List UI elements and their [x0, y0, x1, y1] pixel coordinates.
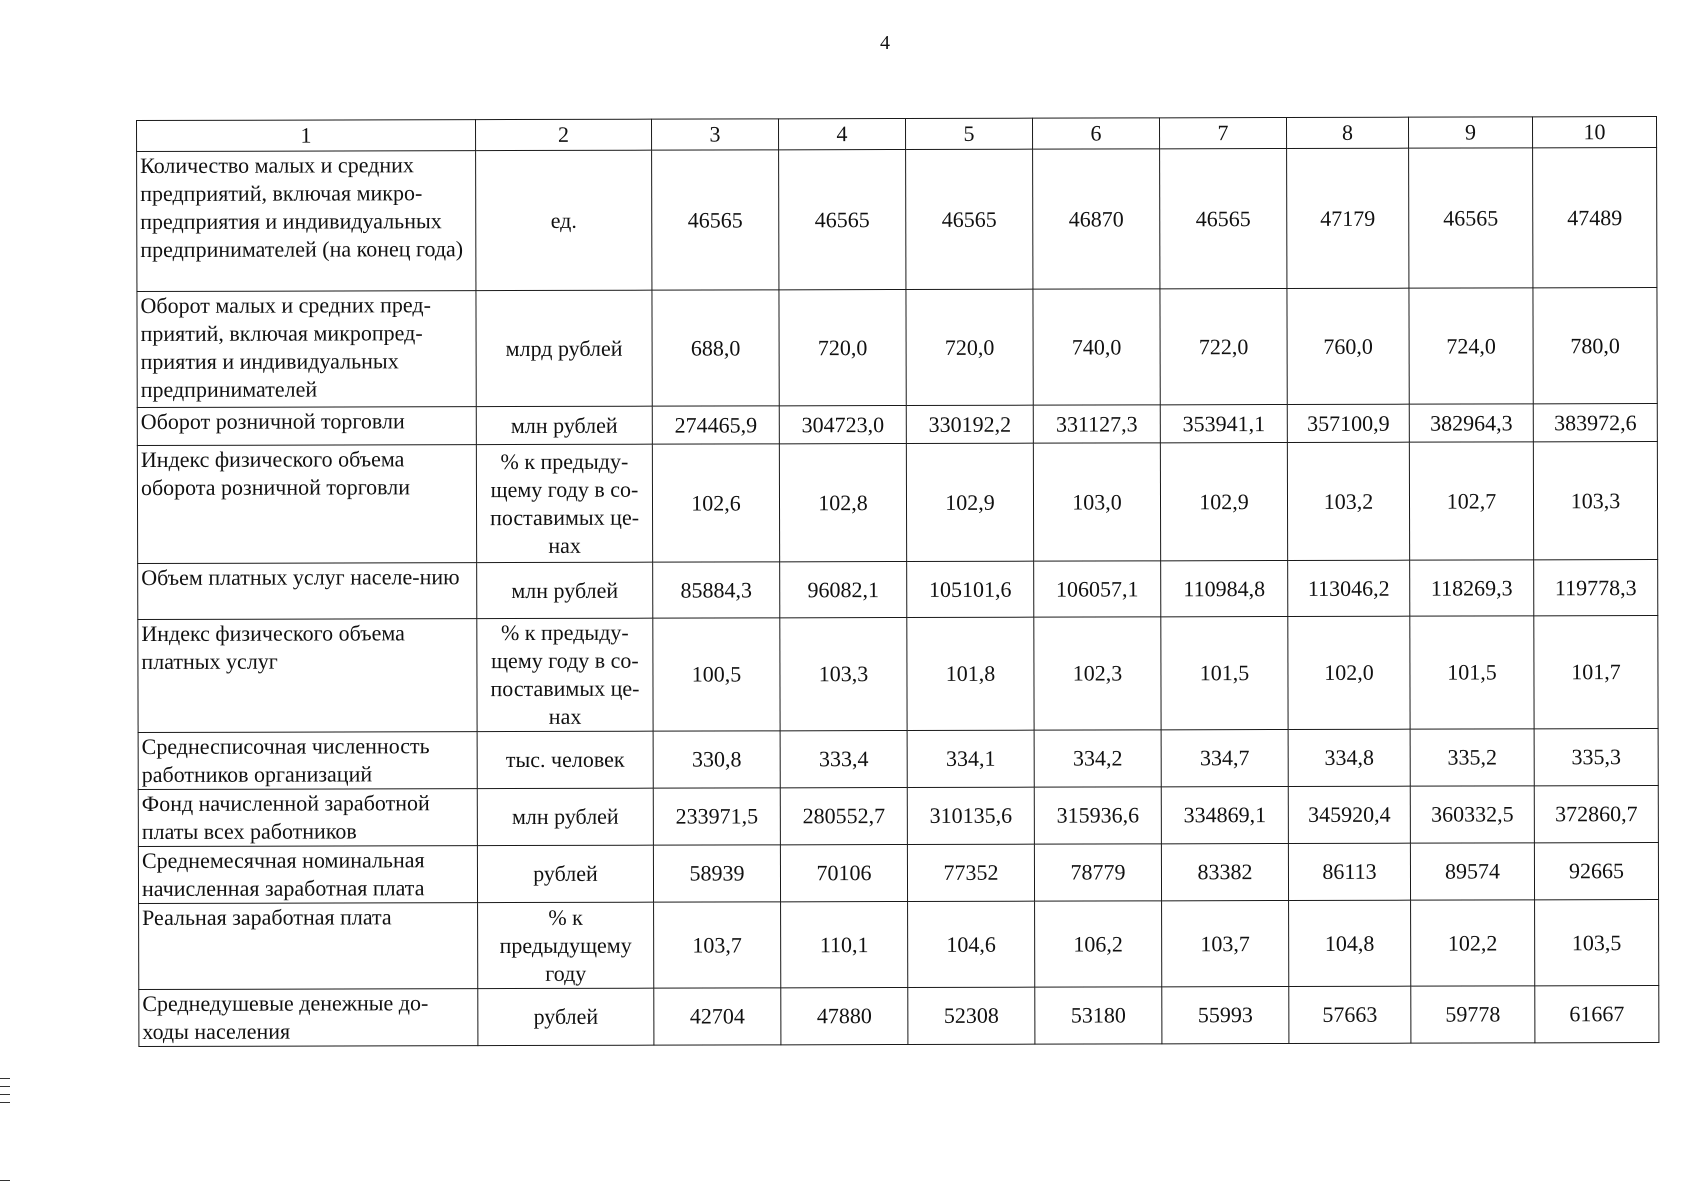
column-number-row: [137, 117, 1657, 152]
value-cell: 334,7: [1161, 729, 1288, 786]
table-row: [137, 148, 1657, 292]
value-cell: 85884,3: [653, 562, 780, 618]
value-cell: 46565: [779, 149, 906, 289]
value-cell: 345920,4: [1288, 786, 1410, 843]
value-cell: 52308: [908, 987, 1035, 1044]
value-cell: 330192,2: [906, 405, 1033, 443]
indicator-unit: рублей: [477, 845, 653, 902]
value-cell: 102,3: [1034, 617, 1161, 730]
value-cell: 103,3: [780, 617, 907, 730]
value-cell: 331127,3: [1033, 405, 1160, 443]
value-cell: 360332,5: [1410, 786, 1534, 843]
value-cell: 92665: [1534, 843, 1658, 900]
column-header: 9: [1408, 117, 1532, 148]
value-cell: 96082,1: [780, 561, 907, 617]
table-row: [137, 404, 1657, 446]
value-cell: 58939: [653, 845, 780, 902]
indicator-name: Фонд начисленной заработной платы всех работников: [138, 789, 477, 847]
value-cell: 47179: [1287, 148, 1409, 288]
value-cell: 103,3: [1533, 442, 1657, 560]
indicator-unit: рублей: [478, 988, 654, 1045]
value-cell: 105101,6: [907, 561, 1034, 617]
value-cell: 310135,6: [907, 787, 1034, 844]
value-cell: 119778,3: [1534, 560, 1658, 616]
value-cell: 102,9: [906, 443, 1033, 561]
value-cell: 724,0: [1409, 288, 1533, 404]
table-row: [139, 986, 1659, 1047]
table-row: [139, 900, 1659, 990]
value-cell: 77352: [907, 844, 1034, 901]
value-cell: 720,0: [906, 289, 1033, 405]
value-cell: 104,6: [908, 901, 1035, 987]
scan-margin-mark: [0, 1094, 10, 1095]
value-cell: 335,3: [1534, 729, 1658, 786]
indicator-unit: млн рублей: [477, 562, 653, 618]
indicator-name: Среднемесячная номинальная начисленная заработная плата: [138, 846, 477, 904]
value-cell: 86113: [1288, 843, 1410, 900]
value-cell: 46870: [1033, 149, 1160, 289]
value-cell: 382964,3: [1409, 404, 1533, 442]
column-header: 6: [1032, 118, 1159, 149]
value-cell: 47880: [781, 987, 908, 1044]
value-cell: 274465,9: [652, 406, 779, 444]
value-cell: 106057,1: [1034, 561, 1161, 617]
value-cell: 334,1: [907, 730, 1034, 787]
value-cell: 70106: [780, 844, 907, 901]
value-cell: 304723,0: [779, 405, 906, 443]
indicator-name: Среднесписочная численность работников организаций: [138, 732, 477, 790]
value-cell: 333,4: [780, 730, 907, 787]
column-header: 5: [905, 118, 1032, 149]
value-cell: 106,2: [1035, 901, 1162, 987]
column-header: 3: [651, 119, 778, 150]
scan-margin-mark: [0, 1102, 10, 1103]
value-cell: 103,2: [1287, 442, 1409, 560]
value-cell: 334,2: [1034, 730, 1161, 787]
value-cell: 720,0: [779, 289, 906, 405]
value-cell: 46565: [1409, 148, 1533, 288]
value-cell: 103,5: [1535, 900, 1659, 986]
table-row: [138, 843, 1658, 904]
table-row: [137, 442, 1657, 564]
column-header: 1: [137, 120, 476, 152]
value-cell: 53180: [1035, 987, 1162, 1044]
indicator-unit: тыс. человек: [477, 731, 653, 788]
column-header: 8: [1286, 117, 1408, 148]
table-row: [138, 786, 1658, 847]
value-cell: 46565: [652, 150, 779, 290]
value-cell: 47489: [1533, 148, 1657, 288]
value-cell: 104,8: [1289, 900, 1411, 986]
value-cell: 46565: [906, 149, 1033, 289]
value-cell: 780,0: [1533, 288, 1657, 404]
column-header: 10: [1532, 117, 1656, 148]
value-cell: 103,0: [1033, 443, 1160, 561]
value-cell: 315936,6: [1034, 787, 1161, 844]
table-row: [138, 616, 1658, 733]
value-cell: 103,7: [1162, 900, 1289, 986]
indicator-unit: млн рублей: [476, 406, 652, 444]
value-cell: 102,8: [779, 443, 906, 561]
page-number: 4: [880, 32, 890, 54]
table-row: [138, 560, 1658, 620]
value-cell: 760,0: [1287, 288, 1409, 404]
indicator-name: Количество малых и средних предприятий, включая микро-предприятия и индивидуальных предпринимателей (на конец года): [137, 151, 476, 292]
indicator-name: Индекс физического объема платных услуг: [138, 619, 477, 733]
scan-margin-mark: [0, 1078, 10, 1079]
indicator-unit: млрд рублей: [476, 290, 652, 406]
indicator-name: Объем платных услуг населе-нию: [138, 563, 477, 620]
indicator-unit: ед.: [476, 150, 652, 290]
value-cell: 101,5: [1410, 616, 1534, 729]
indicators-table-wrapper: [136, 116, 1658, 1047]
value-cell: 383972,6: [1533, 404, 1657, 442]
value-cell: 57663: [1289, 986, 1411, 1043]
value-cell: 353941,1: [1160, 404, 1287, 442]
value-cell: 110984,8: [1161, 560, 1288, 616]
indicator-name: Оборот малых и средних пред-приятий, включая микропред-приятия и индивидуальных предпринимателей: [137, 291, 476, 408]
value-cell: 42704: [654, 988, 781, 1045]
value-cell: 61667: [1535, 986, 1659, 1043]
value-cell: 100,5: [653, 618, 780, 731]
column-header: 7: [1159, 117, 1286, 148]
table-row: [138, 729, 1658, 790]
indicator-unit: млн рублей: [477, 788, 653, 845]
value-cell: 102,7: [1409, 442, 1533, 560]
value-cell: 740,0: [1033, 289, 1160, 405]
value-cell: 110,1: [781, 901, 908, 987]
value-cell: 101,7: [1534, 616, 1658, 729]
indicator-unit: % к предыдущему году: [478, 902, 654, 988]
value-cell: 102,0: [1288, 616, 1410, 729]
indicator-name: Реальная заработная плата: [139, 903, 478, 990]
indicator-name: Индекс физического объема оборота розничной торговли: [137, 445, 476, 564]
scan-margin-mark: [0, 1180, 10, 1181]
column-header: 2: [476, 119, 652, 150]
value-cell: 372860,7: [1534, 786, 1658, 843]
column-header: 4: [778, 118, 905, 149]
value-cell: 280552,7: [780, 787, 907, 844]
value-cell: 233971,5: [653, 788, 780, 845]
indicator-unit: % к предыду-щему году в со-поставимых це-нах: [476, 444, 652, 562]
indicator-name: Оборот розничной торговли: [137, 407, 476, 446]
value-cell: 102,9: [1160, 442, 1287, 560]
value-cell: 722,0: [1160, 288, 1287, 404]
indicators-table: [136, 116, 1659, 1047]
value-cell: 101,5: [1161, 616, 1288, 729]
value-cell: 103,7: [654, 902, 781, 988]
value-cell: 335,2: [1410, 729, 1534, 786]
value-cell: 89574: [1410, 843, 1534, 900]
value-cell: 46565: [1160, 148, 1287, 288]
value-cell: 102,2: [1411, 900, 1535, 986]
value-cell: 113046,2: [1288, 560, 1410, 616]
value-cell: 102,6: [652, 444, 779, 562]
value-cell: 78779: [1034, 844, 1161, 901]
value-cell: 83382: [1161, 843, 1288, 900]
table-row: [137, 288, 1657, 408]
value-cell: 334,8: [1288, 729, 1410, 786]
value-cell: 357100,9: [1287, 404, 1409, 442]
value-cell: 688,0: [652, 290, 779, 406]
value-cell: 118269,3: [1410, 560, 1534, 616]
value-cell: 330,8: [653, 731, 780, 788]
value-cell: 334869,1: [1161, 786, 1288, 843]
value-cell: 55993: [1162, 986, 1289, 1043]
indicator-unit: % к предыду-щему году в со-поставимых це-нах: [477, 618, 653, 731]
indicator-name: Среднедушевые денежные до-ходы населения: [139, 989, 478, 1047]
value-cell: 101,8: [907, 617, 1034, 730]
scan-margin-mark: [0, 1086, 10, 1087]
value-cell: 59778: [1411, 986, 1535, 1043]
